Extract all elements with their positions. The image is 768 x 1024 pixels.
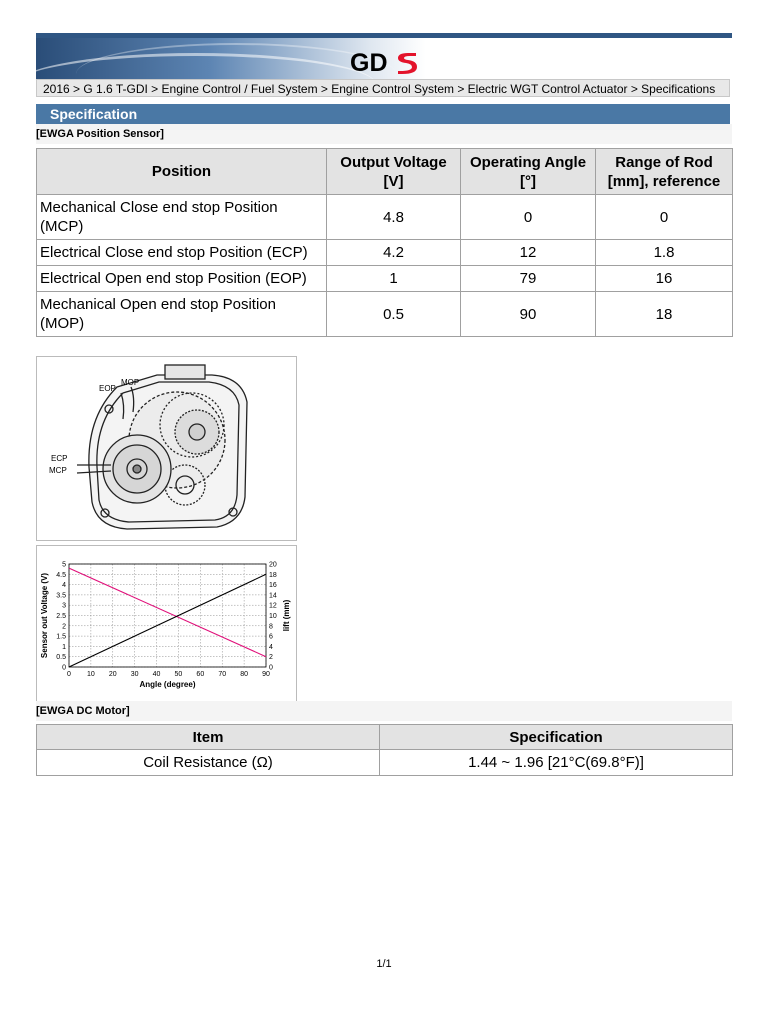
table-cell: 12 [461,240,596,266]
column-header: Specification [380,725,733,750]
column-header: Range of Rod [mm], reference [596,149,733,195]
breadcrumb: 2016 > G 1.6 T-GDI > Engine Control / Fuel System > Engine Control System > Electric WGT Control Actuator > Specifications [36,79,730,97]
diagram-label: ECP [51,454,68,463]
table-row [37,195,733,240]
position-sensor-table [36,148,733,337]
chart-frame [36,545,297,702]
y-tick-label: 1.5 [56,633,66,641]
y2-tick-label: 20 [269,561,277,569]
x-tick-label: 80 [240,671,249,678]
x-tick-label: 90 [262,671,270,678]
diagram-label: EOP [99,384,116,393]
y2-axis-label: lift (mm) [282,599,291,632]
column-header: Operating Angle [°] [461,149,596,195]
y-tick-label: 5 [62,561,66,569]
x-tick-label: 60 [196,671,205,678]
y-tick-label: 4.5 [56,571,66,579]
table-cell: 0 [596,195,733,240]
gds-logo [350,49,418,75]
y-tick-label: 2.5 [56,613,66,620]
diagram-label: MCP [49,466,67,475]
x-tick-label: 10 [86,671,95,678]
table-cell: Mechanical Open end stop Position (MOP) [37,292,327,337]
sensor-output-chart [37,546,296,701]
table-row [37,266,733,292]
table-cell: 1.8 [596,240,733,266]
actuator-diagram [37,357,296,540]
position-sensor-label: [EWGA Position Sensor] [36,128,164,140]
table-cell: 18 [596,292,733,337]
table-row [37,750,733,776]
table-header-row [37,725,733,750]
table-cell: 0 [461,195,596,240]
y2-tick-label: 2 [269,654,273,662]
table-cell: Mechanical Close end stop Position (MCP) [37,195,327,240]
y-tick-label: 0.5 [56,654,66,662]
series-line [69,568,266,657]
banner-top-line [36,33,732,38]
y2-tick-label: 14 [269,592,277,600]
diagram-label: MOP [121,378,140,387]
logo-s-mark [398,53,417,74]
logo-letters: GD [350,49,388,75]
section-title: Specification [36,104,730,124]
table-cell: 90 [461,292,596,337]
chart-grid [69,564,266,667]
x-axis-label: Angle (degree) [139,680,196,689]
table-cell: Electrical Close end stop Position (ECP) [37,240,327,266]
dc-motor-table [36,724,733,776]
dc-motor-label: [EWGA DC Motor] [36,705,130,717]
y2-tick-label: 6 [269,633,273,641]
x-tick-label: 30 [130,671,139,678]
table-header-row [37,149,733,195]
y2-tick-label: 10 [269,613,277,620]
column-header: Position [37,149,327,195]
plot-area [69,564,266,667]
x-tick-label: 20 [108,671,117,678]
chart-ticks [56,562,277,679]
x-tick-label: 0 [67,671,71,678]
table-cell: 1.44 ~ 1.96 [21°C(69.8°F)] [380,750,733,776]
table-cell: 0.5 [327,292,461,337]
x-tick-label: 70 [218,671,227,678]
y2-tick-label: 4 [269,643,273,651]
y2-tick-label: 16 [269,582,277,590]
x-tick-label: 40 [152,671,161,678]
y-tick-label: 3.5 [56,592,66,600]
table-cell: 79 [461,266,596,292]
label-strip [36,701,732,721]
table-cell: Coil Resistance (Ω) [37,750,380,776]
y-tick-label: 3 [62,602,66,610]
table-cell: 4.8 [327,195,461,240]
table-cell: 1 [327,266,461,292]
x-tick-label: 50 [174,671,183,678]
y2-tick-label: 18 [269,571,277,579]
table-row [37,240,733,266]
column-header: Output Voltage [V] [327,149,461,195]
y2-tick-label: 8 [269,623,273,631]
series-line [69,574,266,667]
table-cell: 4.2 [327,240,461,266]
actuator-diagram-frame [36,356,297,541]
y2-tick-label: 12 [269,602,277,610]
y2-tick-label: 0 [269,664,273,672]
table-row [37,292,733,337]
y-tick-label: 1 [62,643,66,651]
column-header: Item [37,725,380,750]
y-tick-label: 0 [62,664,66,672]
y-tick-label: 2 [62,623,66,631]
y-axis-label: Sensor out Voltage (V) [40,572,49,659]
y-tick-label: 4 [62,582,66,590]
chart-series [69,568,266,667]
table-cell: 16 [596,266,733,292]
banner-swoosh [76,43,396,79]
page-number: 1/1 [376,958,392,970]
table-cell: Electrical Open end stop Position (EOP) [37,266,327,292]
